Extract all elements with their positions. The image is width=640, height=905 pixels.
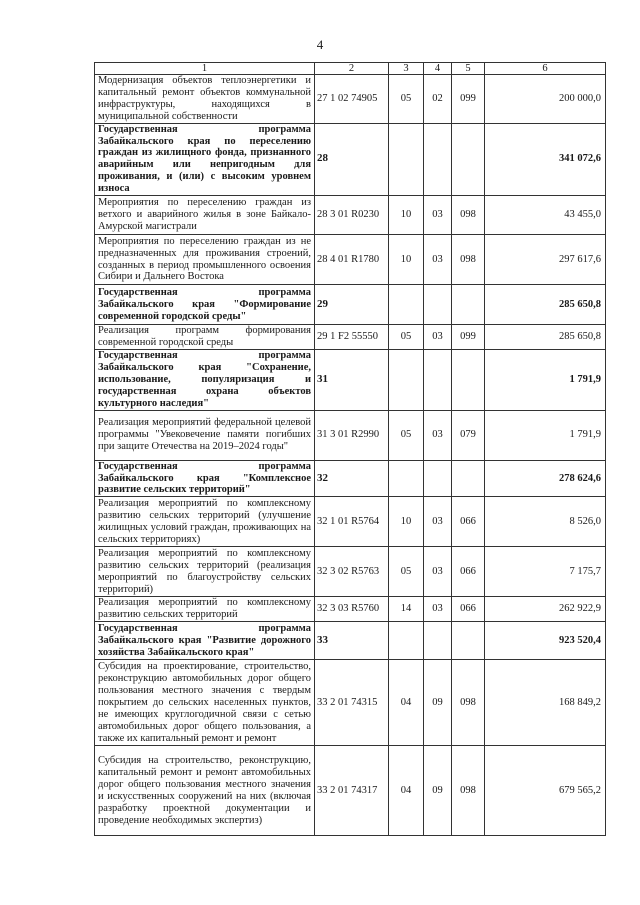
row-amount: 285 650,8	[485, 285, 606, 325]
table-row	[95, 660, 606, 746]
row-name: Субсидия на строительство, реконструкцию, капитальный ремонт и ремонт автомобильных дорог общего пользования местного значения и искусственных сооружений на них (включая разработку проектной документации и проведение необходимых экспертиз)	[95, 746, 315, 836]
row-name: Реализация мероприятий по комплексному развитию сельских территорий (реализация мероприятий по благоустройству сельских территорий)	[95, 547, 315, 597]
row-code: 32	[315, 460, 389, 497]
row-code: 28	[315, 123, 389, 195]
row-expense-type: 099	[452, 75, 485, 124]
row-amount: 7 175,7	[485, 547, 606, 597]
row-code: 33	[315, 622, 389, 660]
row-code: 29	[315, 285, 389, 325]
row-section: 04	[389, 660, 424, 746]
column-header: 1	[95, 63, 315, 75]
row-amount: 285 650,8	[485, 325, 606, 350]
table-row	[95, 497, 606, 547]
row-section: 05	[389, 410, 424, 460]
row-subsection: 03	[424, 597, 452, 622]
row-section: 10	[389, 196, 424, 235]
row-name: Реализация программ формирования современной городской среды	[95, 325, 315, 350]
table-row	[95, 597, 606, 622]
table-row	[95, 235, 606, 285]
row-code: 33 2 01 74317	[315, 746, 389, 836]
row-subsection: 03	[424, 497, 452, 547]
row-amount: 43 455,0	[485, 196, 606, 235]
row-subsection: 03	[424, 325, 452, 350]
row-section: 14	[389, 597, 424, 622]
header-row	[95, 63, 606, 75]
row-subsection: 09	[424, 746, 452, 836]
table-row	[95, 325, 606, 350]
row-expense-type: 098	[452, 746, 485, 836]
row-name: Государственная программа Забайкальского края "Развитие дорожного хозяйства Забайкальского края"	[95, 622, 315, 660]
row-name: Мероприятия по переселению граждан из ветхого и аварийного жилья в зоне Байкало-Амурской магистрали	[95, 196, 315, 235]
row-section	[389, 460, 424, 497]
row-code: 28 3 01 R0230	[315, 196, 389, 235]
row-subsection	[424, 460, 452, 497]
row-subsection	[424, 350, 452, 411]
table-body	[95, 75, 606, 836]
row-amount: 679 565,2	[485, 746, 606, 836]
row-section: 10	[389, 497, 424, 547]
row-section: 04	[389, 746, 424, 836]
table-row	[95, 746, 606, 836]
row-name: Субсидия на проектирование, строительство, реконструкцию автомобильных дорог общего пользования местного значения с твердым покрытием до сельских населенных пунктов, не имеющих круглогодичной связи с сетью автомобильных дорог общего пользования, а также их капитальный ремонт и ремонт	[95, 660, 315, 746]
row-expense-type: 066	[452, 547, 485, 597]
row-expense-type: 098	[452, 196, 485, 235]
row-code: 32 3 03 R5760	[315, 597, 389, 622]
row-section: 05	[389, 75, 424, 124]
row-subsection	[424, 285, 452, 325]
row-amount: 297 617,6	[485, 235, 606, 285]
table-row	[95, 75, 606, 124]
row-expense-type	[452, 622, 485, 660]
row-subsection: 02	[424, 75, 452, 124]
page-number: 4	[316, 37, 324, 52]
row-name: Государственная программа Забайкальского края по переселению граждан из жилищного фонда, признанного аварийным или непригодным для проживания, и (или) с высоким уровнем износа	[95, 123, 315, 195]
program-row	[95, 350, 606, 411]
row-expense-type: 098	[452, 660, 485, 746]
row-section	[389, 123, 424, 195]
row-amount: 923 520,4	[485, 622, 606, 660]
row-amount: 1 791,9	[485, 350, 606, 411]
row-expense-type: 079	[452, 410, 485, 460]
row-section	[389, 350, 424, 411]
column-header: 3	[389, 63, 424, 75]
row-code: 32 1 01 R5764	[315, 497, 389, 547]
row-code: 33 2 01 74315	[315, 660, 389, 746]
row-code: 31 3 01 R2990	[315, 410, 389, 460]
row-expense-type: 066	[452, 497, 485, 547]
budget-table	[94, 62, 606, 836]
program-row	[95, 460, 606, 497]
row-name: Государственная программа Забайкальского края "Формирование современной городской среды"	[95, 285, 315, 325]
row-section: 05	[389, 325, 424, 350]
row-expense-type	[452, 460, 485, 497]
row-section	[389, 622, 424, 660]
row-amount: 168 849,2	[485, 660, 606, 746]
program-row	[95, 622, 606, 660]
row-amount: 1 791,9	[485, 410, 606, 460]
row-expense-type	[452, 285, 485, 325]
row-amount: 8 526,0	[485, 497, 606, 547]
row-subsection: 03	[424, 410, 452, 460]
program-row	[95, 285, 606, 325]
row-subsection: 03	[424, 547, 452, 597]
column-header: 2	[315, 63, 389, 75]
row-expense-type: 098	[452, 235, 485, 285]
row-section: 10	[389, 235, 424, 285]
row-amount: 341 072,6	[485, 123, 606, 195]
row-subsection	[424, 622, 452, 660]
row-code: 29 1 F2 55550	[315, 325, 389, 350]
row-name: Государственная программа Забайкальского края "Комплексное развитие сельских территорий"	[95, 460, 315, 497]
row-expense-type	[452, 350, 485, 411]
row-name: Мероприятия по переселению граждан из не предназначенных для проживания строений, созданных в период промышленного освоения Сибири и Дальнего Востока	[95, 235, 315, 285]
column-header: 6	[485, 63, 606, 75]
row-subsection	[424, 123, 452, 195]
row-code: 32 3 02 R5763	[315, 547, 389, 597]
row-expense-type	[452, 123, 485, 195]
column-header: 5	[452, 63, 485, 75]
row-section	[389, 285, 424, 325]
row-code: 31	[315, 350, 389, 411]
row-expense-type: 099	[452, 325, 485, 350]
row-subsection: 03	[424, 235, 452, 285]
table-row	[95, 547, 606, 597]
program-row	[95, 123, 606, 195]
row-name: Реализация мероприятий федеральной целевой программы "Увековечение памяти погибших при защите Отечества на 2019–2024 годы"	[95, 410, 315, 460]
row-name: Реализация мероприятий по комплексному развитию сельских территорий	[95, 597, 315, 622]
row-name: Модернизация объектов теплоэнергетики и капитальный ремонт объектов коммунальной инфраструктуры, находящихся в муниципальной собственности	[95, 75, 315, 124]
column-header: 4	[424, 63, 452, 75]
row-subsection: 09	[424, 660, 452, 746]
row-section: 05	[389, 547, 424, 597]
row-subsection: 03	[424, 196, 452, 235]
table-row	[95, 196, 606, 235]
table-row	[95, 410, 606, 460]
row-name: Государственная программа Забайкальского края "Сохранение, использование, популяризация и государственная охрана объектов культурного наследия"	[95, 350, 315, 411]
row-amount: 200 000,0	[485, 75, 606, 124]
row-code: 28 4 01 R1780	[315, 235, 389, 285]
row-amount: 262 922,9	[485, 597, 606, 622]
row-expense-type: 066	[452, 597, 485, 622]
row-name: Реализация мероприятий по комплексному развитию сельских территорий (улучшение жилищных условий граждан, проживающих на сельских территориях)	[95, 497, 315, 547]
row-amount: 278 624,6	[485, 460, 606, 497]
row-code: 27 1 02 74905	[315, 75, 389, 124]
